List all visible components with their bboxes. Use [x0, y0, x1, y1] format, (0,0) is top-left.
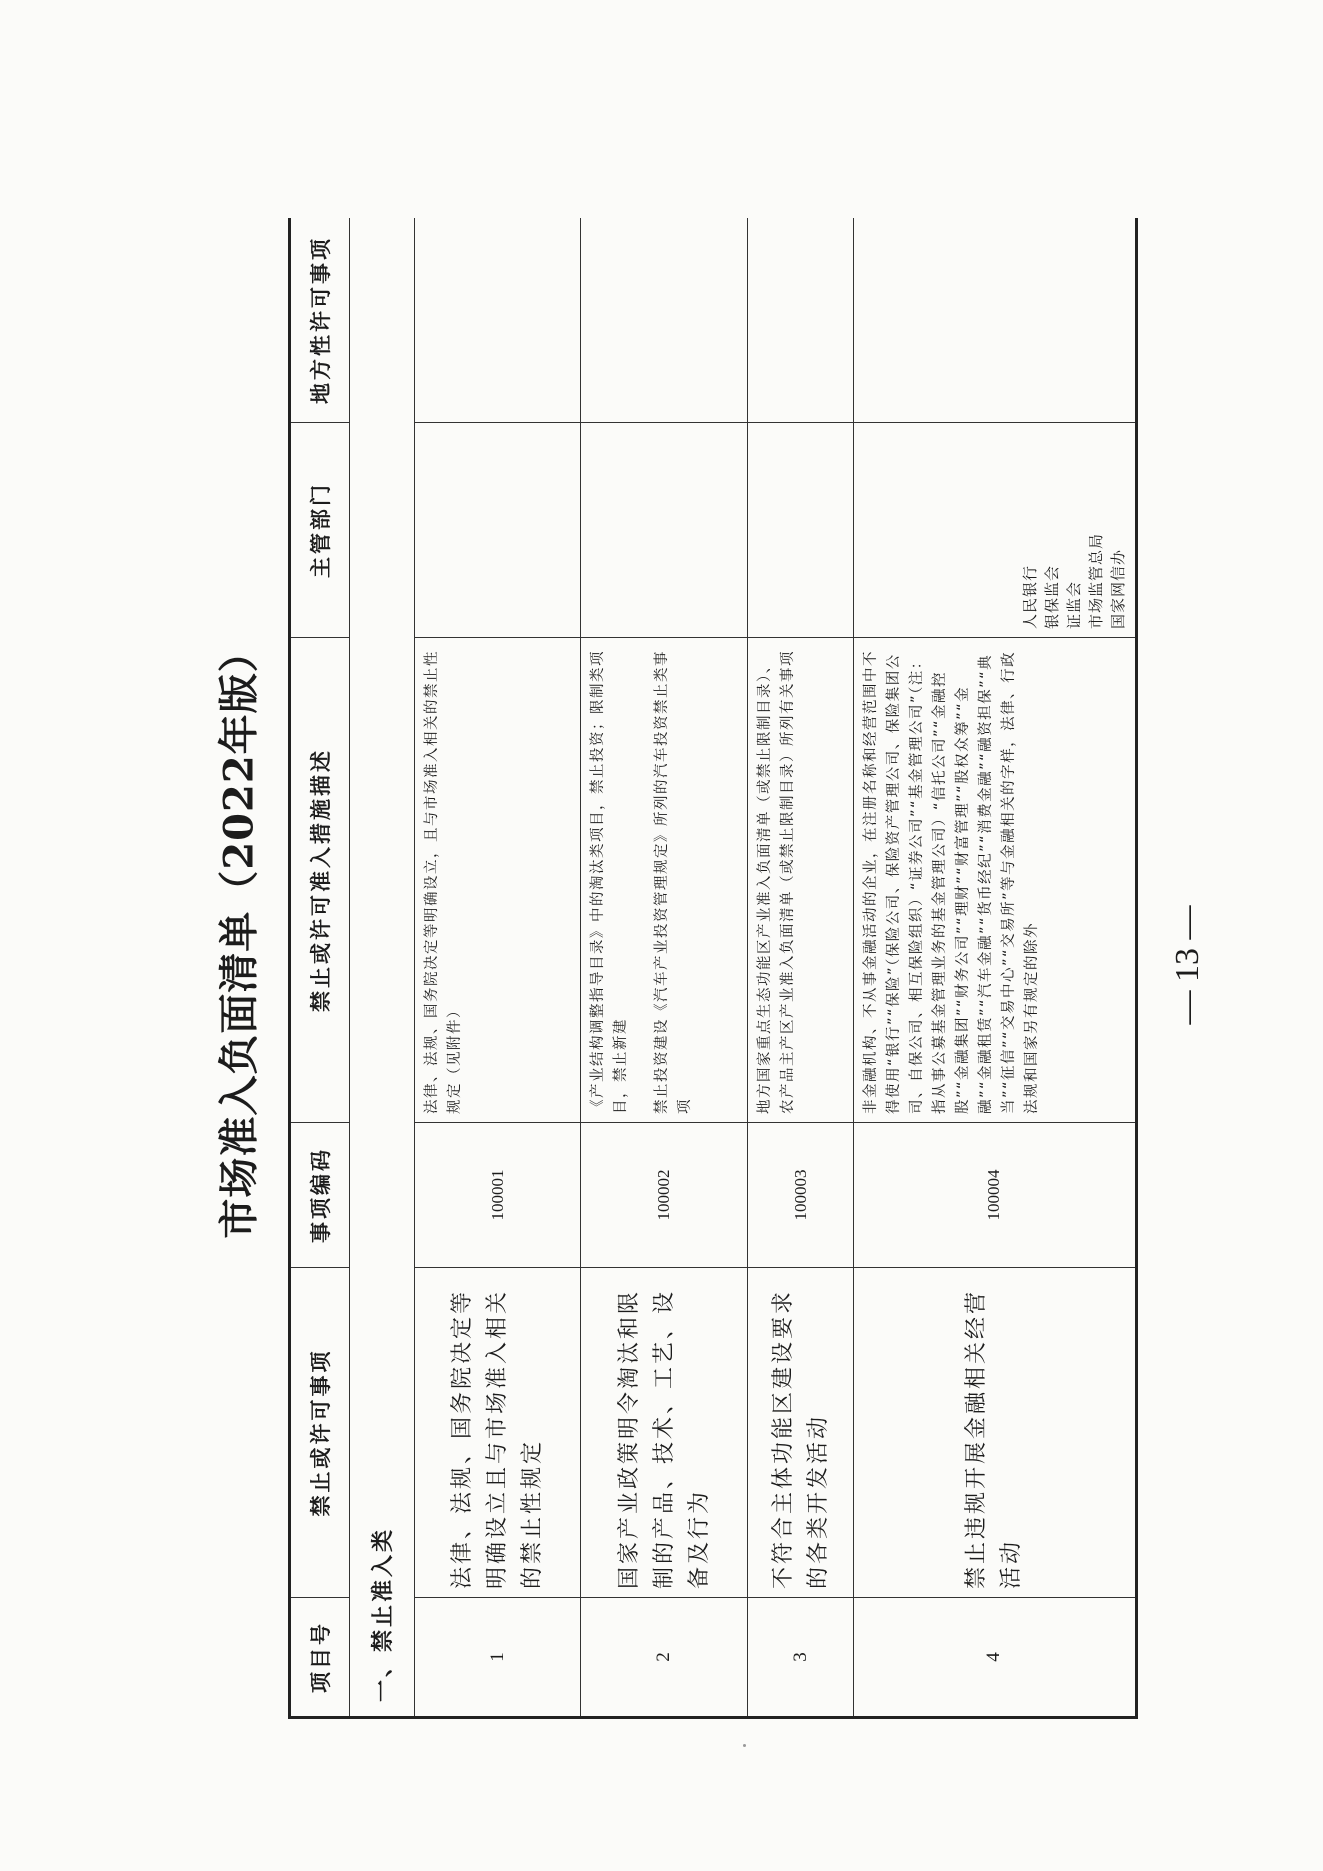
row-description: [414, 638, 581, 1123]
header-department: 主管部门: [290, 423, 350, 638]
row-code: 100004: [853, 1123, 1136, 1268]
description-paragraph: 地方国家重点生态功能区产业准入负面清单（或禁止限制目录）、农产品主产区产业准入负面清单（或禁止限制目录）所列有关事项: [757, 650, 797, 1114]
table-row: [414, 218, 581, 1718]
section-row: [350, 218, 415, 1718]
row-description: [748, 638, 854, 1123]
row-description: [581, 638, 748, 1123]
row-item: 国家产业政策明令淘汰和限制的产品、技术、工艺、设备及行为: [581, 1268, 748, 1598]
negative-list-table: [288, 218, 1138, 1719]
department-name: 国家网信办: [1109, 548, 1127, 629]
header-description: 禁止或许可准入措施描述: [290, 638, 350, 1123]
header-code: 事项编码: [290, 1123, 350, 1268]
description-paragraph: 非金融机构、不从事金融活动的企业，在注册名称和经营范围中不得使用“银行”“保险”（保险公司、保险资产管理公司、保险集团公司、自保公司、相互保险组织）“证券公司”“基金管理公司”（注：指从事公募基金管理业务的基金管理公司）“信托公司”“金融控股”“金融集团”“财务公司”“理财”“财富管理”“股权众筹”“金融”“金融租赁”“汽车金融”“货币经纪”“消费金融”“融资担保”“典当”“征信”“交易中心”“交易所”等与金融相关的字样，法律、行政法规和国家另有规定的除外: [862, 650, 1040, 1114]
row-item: 禁止违规开展金融相关经营活动: [853, 1268, 1136, 1598]
department-name: 证监会: [1065, 580, 1083, 629]
row-seq: 3: [748, 1598, 854, 1718]
table-row: [748, 218, 854, 1718]
row-code: 100002: [581, 1123, 748, 1268]
row-department: [853, 423, 1136, 638]
row-seq: 1: [414, 1598, 581, 1718]
row-code: 100001: [414, 1123, 581, 1268]
row-code: 100003: [748, 1123, 854, 1268]
row-local: [414, 218, 581, 423]
department-name: 银保监会: [1043, 564, 1061, 629]
description-paragraph: 法律、法规、国务院决定等明确设立，且与市场准入相关的禁止性规定（见附件）: [423, 650, 463, 1114]
row-item: 法律、法规、国务院决定等明确设立且与市场准入相关的禁止性规定: [414, 1268, 581, 1598]
description-paragraph: 《产业结构调整指导目录》中的淘汰类项目，禁止投资；限制类项目，禁止新建: [590, 650, 630, 1114]
row-local: [748, 218, 854, 423]
row-department: [748, 423, 854, 638]
row-local: [581, 218, 748, 423]
header-local: 地方性许可事项: [290, 218, 350, 423]
department-name: 人民银行: [1021, 564, 1039, 629]
header-item: 禁止或许可事项: [290, 1268, 350, 1598]
row-seq: 2: [581, 1598, 748, 1718]
department-name: 市场监管总局: [1087, 532, 1105, 629]
table-row: [853, 218, 1136, 1718]
header-seq: 项目号: [290, 1598, 350, 1718]
scan-speck: [743, 1744, 746, 1747]
section-title: 一、禁止准入类: [350, 218, 415, 1718]
row-department: [581, 423, 748, 638]
table-header-row: [290, 218, 350, 1718]
row-item: 不符合主体功能区建设要求的各类开发活动: [748, 1268, 854, 1598]
table-row: [581, 218, 748, 1718]
row-local: [853, 218, 1136, 423]
row-description: [853, 638, 1136, 1123]
row-seq: 4: [853, 1598, 1136, 1718]
description-paragraph: 禁止投资建设《汽车产业投资管理规定》所列的汽车投资禁止类事项: [654, 650, 694, 1114]
row-department: [414, 423, 581, 638]
